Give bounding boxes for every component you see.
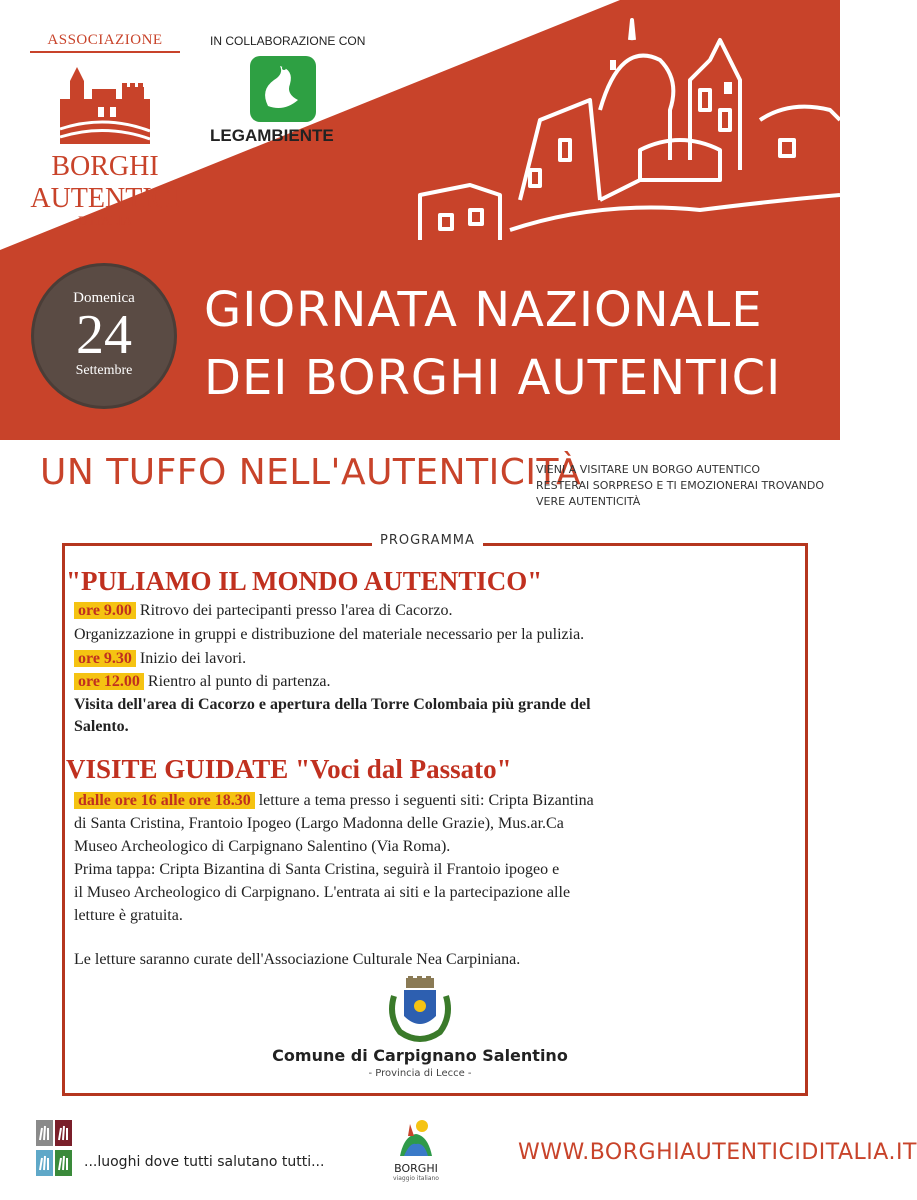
guided-text-6: letture è gratuita. bbox=[74, 907, 183, 924]
schedule-text-3: Rientro al punto di partenza. bbox=[147, 673, 331, 690]
date-day-number: 24 bbox=[76, 304, 132, 366]
tagline-description bbox=[536, 462, 826, 510]
borghi-label: BORGHI bbox=[394, 1162, 438, 1175]
comune-name: Comune di Carpignano Salentino bbox=[272, 1046, 568, 1065]
event-title-line1: GIORNATA NAZIONALE bbox=[204, 282, 763, 338]
program-label: PROGRAMMA bbox=[372, 533, 483, 548]
tagline-line3: VERE AUTENTICITÀ bbox=[536, 495, 641, 508]
date-badge bbox=[34, 266, 174, 406]
schedule-text-2: Inizio dei lavori. bbox=[139, 650, 247, 667]
tagline-headline: UN TUFFO NELL'AUTENTICITÀ bbox=[40, 452, 582, 493]
schedule-time-1: ore 9.00 bbox=[74, 602, 136, 619]
schedule-text-1b: Organizzazione in gruppi e distribuzione del materiale necessario per la pulizia. bbox=[74, 626, 585, 643]
schedule-time-3: ore 12.00 bbox=[74, 673, 144, 690]
legambiente-swan-icon bbox=[250, 56, 316, 122]
curator-text: Le letture saranno curate dell'Associazione Culturale Nea Carpiniana. bbox=[74, 951, 521, 968]
borghi-autentici-logo bbox=[30, 32, 180, 229]
section1-title: "PULIAMO IL MONDO AUTENTICO" bbox=[66, 566, 543, 596]
schedule-row-2 bbox=[74, 650, 246, 668]
tagline-line2: RESTERAI SORPRESO E TI EMOZIONERAI TROVANDO bbox=[536, 479, 824, 492]
date-day-name: Domenica bbox=[73, 290, 135, 306]
guided-text-3: Museo Archeologico di Carpignano Salentino (Via Roma). bbox=[74, 838, 451, 855]
website-link[interactable]: WWW.BORGHIAUTENTICIDITALIA.IT bbox=[518, 1140, 917, 1165]
coat-of-arms-icon bbox=[386, 976, 454, 1046]
guided-text-2: di Santa Cristina, Frantoio Ipogeo (Largo Madonna delle Grazie), Mus.ar.Ca bbox=[74, 815, 564, 832]
schedule-text-1: Ritrovo dei partecipanti presso l'area di Cacorzo. bbox=[139, 602, 453, 619]
tagline-line1: VIENI A VISITARE UN BORGO AUTENTICO bbox=[536, 463, 761, 476]
borghi-sub: viaggio italiano bbox=[393, 1175, 439, 1182]
guided-row-1 bbox=[74, 792, 594, 810]
guided-text-5: il Museo Archeologico di Carpignano. L'entrata ai siti e la partecipazione alle bbox=[74, 884, 571, 901]
visit-line-2: Salento. bbox=[74, 718, 129, 735]
schedule-row-1 bbox=[74, 602, 452, 620]
guided-text-4: Prima tappa: Cripta Bizantina di Santa Cristina, seguirà il Frantoio ipogeo e bbox=[74, 861, 560, 878]
provincia-label: - Provincia di Lecce - bbox=[368, 1068, 472, 1079]
borghi-viaggio-label bbox=[392, 1162, 440, 1182]
logo-ditalia-text: D'ITALIA bbox=[77, 213, 132, 228]
date-month: Settembre bbox=[75, 363, 133, 378]
schedule-row-3 bbox=[74, 673, 331, 691]
hands-logo-icon bbox=[36, 1120, 72, 1180]
collaboration-label: IN COLLABORAZIONE CON bbox=[210, 34, 366, 48]
visit-line-1: Visita dell'area di Cacorzo e apertura della Torre Colombaia più grande del bbox=[74, 696, 591, 713]
section2-title: VISITE GUIDATE "Voci dal Passato" bbox=[66, 754, 512, 784]
event-title-line2: DEI BORGHI AUTENTICI bbox=[204, 350, 782, 406]
logo-borghi-text: BORGHI bbox=[51, 151, 159, 182]
partner-name: LEGAMBIENTE bbox=[210, 126, 334, 145]
guided-time: dalle ore 16 alle ore 18.30 bbox=[74, 792, 255, 809]
logo-autentici-text: AUTENTICI bbox=[30, 183, 180, 214]
schedule-time-2: ore 9.30 bbox=[74, 650, 136, 667]
guided-text-1: letture a tema presso i seguenti siti: Cripta Bizantina bbox=[258, 792, 594, 809]
footer-tagline: ...luoghi dove tutti salutano tutti... bbox=[84, 1154, 325, 1170]
association-label: ASSOCIAZIONE bbox=[30, 32, 180, 53]
borghi-viaggio-logo-icon bbox=[396, 1116, 436, 1160]
castle-icon bbox=[50, 59, 160, 149]
